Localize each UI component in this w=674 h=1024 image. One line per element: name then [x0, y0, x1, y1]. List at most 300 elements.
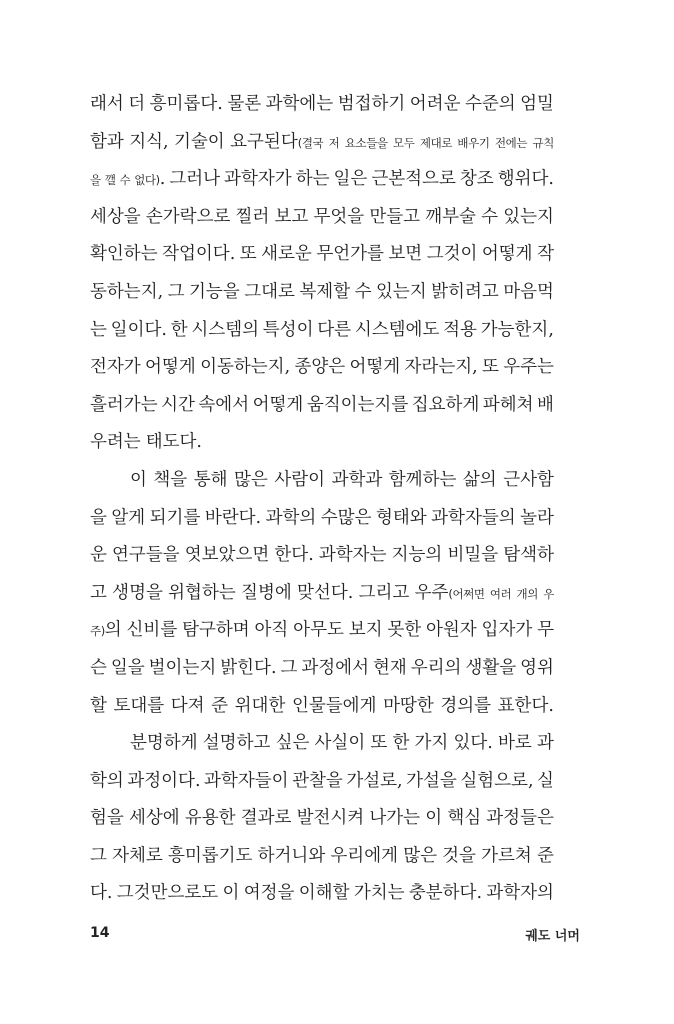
word: [297, 800, 365, 838]
word: [161, 387, 195, 425]
word: [292, 763, 343, 801]
word: [134, 161, 165, 199]
text-line: [90, 86, 554, 124]
word: [517, 575, 538, 613]
text-fragment: 세상을: [90, 206, 141, 227]
text-fragment: 많은: [403, 845, 437, 866]
word: [370, 725, 387, 763]
word: [369, 199, 420, 237]
word: [498, 688, 554, 726]
text-fragment: 보면: [388, 244, 423, 265]
text-fragment: 위대한: [234, 695, 286, 716]
word: [204, 763, 289, 801]
word: [482, 349, 499, 387]
text-fragment: 마땅한: [383, 695, 434, 716]
text-fragment: 이: [425, 808, 443, 829]
text-line: [90, 838, 554, 876]
text-line: [90, 199, 554, 237]
text-fragment: 밝히려고: [431, 281, 499, 302]
text-fragment: 범접하기: [337, 94, 406, 114]
text-line: [90, 763, 554, 801]
word: [425, 800, 442, 838]
word: [174, 124, 225, 162]
word: [317, 312, 351, 350]
text-fragment: 가르쳐: [481, 845, 532, 866]
word: [127, 612, 178, 650]
text-fragment: 형태와: [375, 507, 427, 528]
word: [162, 236, 235, 274]
text-fragment: 한: [170, 319, 188, 340]
text-fragment: 래서: [90, 94, 124, 114]
text-fragment: 지능의: [391, 545, 443, 566]
word: [203, 725, 271, 763]
text-fragment: 가지: [414, 733, 449, 754]
word: [393, 124, 414, 162]
word: [537, 725, 554, 763]
word: [296, 161, 330, 199]
word: [301, 650, 369, 688]
word: [412, 387, 480, 425]
text-fragment: 그리고: [358, 582, 410, 603]
text-fragment: 험을: [90, 808, 124, 829]
word: [425, 199, 476, 237]
text-fragment: 가치는: [353, 883, 405, 904]
word: [90, 124, 124, 162]
text-fragment: 작: [537, 244, 554, 265]
word: [460, 161, 494, 199]
parenthetical-text: 제대로: [419, 135, 453, 150]
text-fragment: 마음먹: [503, 281, 554, 302]
text-fragment: 또: [370, 733, 388, 754]
text-fragment: 물론: [227, 94, 262, 114]
text-fragment: 밝힌다.: [220, 657, 277, 678]
text-fragment: 준: [537, 845, 554, 866]
text-fragment: 또: [239, 244, 257, 265]
text-fragment: 인물들에게: [291, 695, 377, 716]
text-fragment: 을: [90, 507, 107, 528]
text-fragment: 결과로: [240, 808, 292, 829]
word: [194, 462, 228, 500]
word: [205, 500, 261, 538]
text-fragment: 통해: [193, 469, 228, 490]
text-fragment: 경의를: [440, 695, 492, 716]
text-fragment: 못한: [387, 620, 422, 641]
word: [389, 462, 457, 500]
text-line: [90, 500, 554, 538]
word: [111, 650, 145, 688]
text-fragment: 탐구하며: [182, 620, 250, 641]
word: [503, 349, 554, 387]
word: [185, 537, 270, 575]
parenthetical-text: 없다): [134, 173, 160, 188]
word: [90, 199, 141, 237]
text-fragment: 것을: [442, 845, 476, 866]
text-fragment: 다른: [317, 319, 352, 340]
word: [411, 650, 462, 688]
word: [150, 500, 201, 538]
word: [111, 312, 167, 350]
word: [503, 199, 554, 237]
word: [330, 838, 398, 876]
text-fragment: 아원자: [426, 620, 477, 641]
text-fragment: 근사함: [503, 469, 554, 490]
word: [253, 387, 304, 425]
word: [543, 575, 554, 613]
text-fragment: 우주: [414, 582, 449, 603]
word: [90, 537, 107, 575]
word: [481, 199, 498, 237]
word: [127, 763, 200, 801]
text-fragment: 토대를: [113, 695, 165, 716]
word: [112, 838, 163, 876]
word: [345, 124, 388, 162]
text-fragment: 손가락으로: [145, 206, 231, 227]
word: [182, 612, 250, 650]
word: [406, 763, 457, 801]
word: [171, 312, 188, 350]
word: [315, 725, 366, 763]
text-fragment: 실: [537, 770, 554, 791]
word: [255, 612, 289, 650]
text-fragment: 준: [211, 695, 229, 716]
text-fragment: 싶은: [275, 733, 310, 754]
text-fragment: 찔러: [235, 206, 270, 227]
text-line: [90, 575, 554, 613]
word: [275, 199, 309, 237]
word: [111, 500, 145, 538]
text-fragment: 깨부술: [425, 206, 476, 227]
word: [236, 199, 270, 237]
word: [349, 612, 383, 650]
word: [465, 650, 516, 688]
word: [410, 86, 461, 124]
word: [294, 349, 345, 387]
word: [299, 875, 350, 913]
text-fragment: 창조: [459, 169, 494, 190]
text-line: [90, 688, 554, 726]
text-fragment: 엿보았으면: [184, 545, 270, 566]
word: [355, 312, 440, 350]
word: [150, 86, 223, 124]
word: [495, 124, 527, 162]
text-fragment: 또: [482, 357, 499, 378]
text-fragment: 의: [104, 620, 122, 641]
text-fragment: 어려운: [409, 94, 461, 114]
word: [482, 612, 533, 650]
text-fragment: 발전시켜: [296, 808, 365, 829]
word: [388, 236, 422, 274]
word: [376, 274, 427, 312]
word: [481, 838, 532, 876]
text-line: [90, 349, 554, 387]
word: [211, 688, 228, 726]
text-fragment: 그대로: [244, 281, 295, 302]
text-fragment: 는: [90, 319, 107, 340]
word: [129, 124, 168, 162]
parenthetical-text: 개의: [516, 586, 538, 601]
word: [168, 575, 236, 613]
text-fragment: 신비를: [126, 620, 178, 641]
word: [146, 424, 202, 462]
text-fragment: 배: [537, 394, 554, 415]
text-fragment: 다.: [90, 883, 113, 904]
text-fragment: 하는: [295, 169, 330, 190]
text-fragment: 맞선다.: [297, 582, 354, 603]
word: [297, 575, 353, 613]
word: [90, 86, 124, 124]
text-fragment: 그것만으로도: [116, 883, 219, 904]
text-fragment: 특성이: [262, 319, 314, 340]
text-line: [90, 462, 554, 500]
word: [392, 725, 409, 763]
word: [266, 500, 317, 538]
text-line: [90, 650, 554, 688]
text-fragment: 질병에: [241, 582, 292, 603]
word: [200, 349, 290, 387]
text-fragment: 사실이: [314, 733, 366, 754]
text-fragment: 영위: [520, 657, 554, 678]
word: [420, 124, 452, 162]
parenthetical-text: 규칙: [532, 135, 554, 150]
text-fragment: 더: [128, 94, 146, 114]
word: [460, 763, 533, 801]
text-fragment: 그: [90, 845, 107, 866]
parenthetical-text: (어쩌면: [448, 586, 485, 601]
text-fragment: 자체로: [112, 845, 163, 866]
text-fragment: 무: [537, 620, 554, 641]
word: [230, 124, 323, 162]
word: [293, 612, 344, 650]
parenthetical-text: 수: [119, 173, 131, 188]
word: [426, 612, 477, 650]
word: [299, 274, 350, 312]
word: [319, 537, 387, 575]
text-fragment: 어떻게: [481, 244, 533, 265]
text-fragment: 기능을: [189, 281, 240, 302]
word: [130, 725, 198, 763]
text-fragment: 그것이: [426, 244, 478, 265]
word: [244, 274, 295, 312]
text-line: [90, 161, 554, 199]
word: [415, 575, 485, 613]
text-line: [90, 800, 554, 838]
text-fragment: 가능한지,: [480, 319, 554, 340]
word: [537, 838, 554, 876]
text-fragment: 속에서: [198, 394, 250, 415]
text-line: [90, 312, 554, 350]
word: [149, 650, 217, 688]
text-fragment: 관찰을: [292, 770, 343, 791]
word: [431, 500, 516, 538]
word: [189, 274, 240, 312]
word: [171, 688, 205, 726]
parenthetical-text: 주): [90, 624, 105, 639]
text-line: [90, 612, 554, 650]
text-fragment: 과정들은: [486, 808, 554, 829]
text-fragment: 과정에서: [301, 657, 369, 678]
word: [130, 462, 147, 500]
text-fragment: 시스템의: [191, 319, 260, 340]
word: [274, 537, 313, 575]
word: [241, 800, 292, 838]
word: [185, 800, 236, 838]
text-fragment: 이동하는지,: [200, 357, 291, 378]
text-fragment: 위협하는: [168, 582, 236, 603]
text-fragment: 작업이다.: [162, 244, 236, 265]
text-fragment: 시간: [161, 394, 195, 415]
text-fragment: 수: [481, 206, 499, 227]
text-fragment: 과학자의: [486, 883, 554, 904]
text-fragment: 있다.: [453, 733, 493, 754]
text-fragment: 동하는지,: [90, 281, 164, 302]
text-fragment: 놀라: [520, 507, 554, 528]
word: [90, 650, 107, 688]
text-fragment: 흥미롭다.: [149, 94, 223, 114]
text-fragment: 책을: [153, 469, 188, 490]
text-fragment: 설명하고: [202, 733, 271, 754]
text-fragment: 엄밀: [520, 94, 554, 114]
text-fragment: 보고: [274, 206, 309, 227]
word: [503, 537, 554, 575]
text-fragment: 일은: [333, 169, 368, 190]
word: [350, 349, 401, 387]
text-line: [90, 236, 554, 274]
word: [503, 274, 554, 312]
text-line: [90, 274, 554, 312]
text-fragment: 생활을: [465, 657, 517, 678]
word: [145, 349, 196, 387]
text-fragment: 전자가: [90, 357, 141, 378]
word: [90, 800, 124, 838]
text-fragment: 가설로,: [346, 770, 403, 791]
word: [168, 274, 185, 312]
word: [90, 612, 122, 650]
text-fragment: 핵심: [447, 808, 482, 829]
text-fragment: 수준의: [464, 94, 516, 114]
text-fragment: 과학자는: [318, 545, 387, 566]
word: [409, 875, 482, 913]
text-fragment: 현재: [372, 657, 407, 678]
text-fragment: 많은: [234, 469, 268, 490]
word: [235, 688, 286, 726]
word: [117, 875, 218, 913]
text-fragment: 지식,: [129, 131, 169, 152]
parenthetical-text: 요소들을: [344, 135, 388, 150]
word: [520, 650, 554, 688]
word: [440, 688, 491, 726]
text-fragment: 요구된다: [230, 131, 298, 152]
word: [227, 86, 261, 124]
word: [405, 349, 478, 387]
body-text: [90, 86, 554, 913]
text-fragment: 움직이는지를: [306, 394, 409, 415]
text-line: [90, 537, 554, 575]
word: [90, 312, 107, 350]
parenthetical-text: 을: [90, 173, 101, 188]
word: [403, 838, 437, 876]
text-fragment: 수: [354, 281, 372, 302]
text-fragment: 과학과: [331, 469, 383, 490]
text-fragment: 기술이: [174, 131, 225, 152]
word: [329, 124, 340, 162]
text-fragment: 태도다.: [145, 432, 202, 453]
word: [258, 838, 326, 876]
text-fragment: 되기를: [149, 507, 201, 528]
text-fragment: 자라는지,: [404, 357, 478, 378]
word: [316, 236, 384, 274]
text-fragment: 보지: [348, 620, 383, 641]
word: [105, 161, 116, 199]
text-fragment: 시스템에도: [354, 319, 440, 340]
word: [376, 500, 427, 538]
word: [447, 537, 498, 575]
parenthetical-text: 전에는: [494, 135, 528, 150]
word: [427, 236, 478, 274]
word: [90, 838, 107, 876]
text-fragment: 어떻게: [145, 357, 196, 378]
word: [119, 161, 130, 199]
word: [486, 875, 554, 913]
word: [241, 575, 292, 613]
text-fragment: 과정이다.: [127, 770, 201, 791]
text-fragment: 수많은: [320, 507, 372, 528]
text-fragment: 흥미롭기도: [167, 845, 253, 866]
word: [355, 274, 372, 312]
text-fragment: 이: [222, 883, 240, 904]
text-fragment: 여정을: [243, 883, 295, 904]
word: [90, 763, 124, 801]
word: [128, 86, 145, 124]
parenthetical-text: 저: [328, 135, 340, 150]
text-fragment: 종양은: [294, 357, 346, 378]
word: [415, 725, 449, 763]
text-fragment: 있는지: [375, 281, 427, 302]
text-fragment: 다져: [170, 695, 205, 716]
word: [371, 161, 456, 199]
word: [276, 725, 310, 763]
text-line: [90, 124, 554, 162]
word: [332, 462, 383, 500]
text-fragment: 우리의: [410, 657, 462, 678]
text-fragment: 하거니와: [257, 845, 326, 866]
text-fragment: 행위다.: [497, 169, 554, 190]
word: [454, 725, 493, 763]
word: [321, 500, 372, 538]
word: [153, 462, 187, 500]
word: [498, 161, 554, 199]
word: [431, 274, 499, 312]
word: [112, 575, 163, 613]
parenthetical-text: 우: [543, 586, 554, 601]
word: [146, 199, 231, 237]
word: [113, 688, 164, 726]
word: [90, 424, 141, 462]
running-title: 궤도 너머: [525, 929, 580, 944]
page-number: 14: [90, 925, 110, 941]
text-fragment: 비밀을: [447, 545, 499, 566]
text-fragment: 표한다.: [497, 695, 554, 716]
word: [465, 86, 516, 124]
text-line: [90, 387, 554, 425]
word: [261, 236, 312, 274]
word: [447, 800, 481, 838]
text-fragment: 연구들을: [112, 545, 180, 566]
text-fragment: 함과: [90, 131, 124, 152]
word: [482, 236, 533, 274]
word: [90, 575, 107, 613]
text-fragment: 입자가: [481, 620, 533, 641]
text-fragment: 충분하다.: [408, 883, 483, 904]
